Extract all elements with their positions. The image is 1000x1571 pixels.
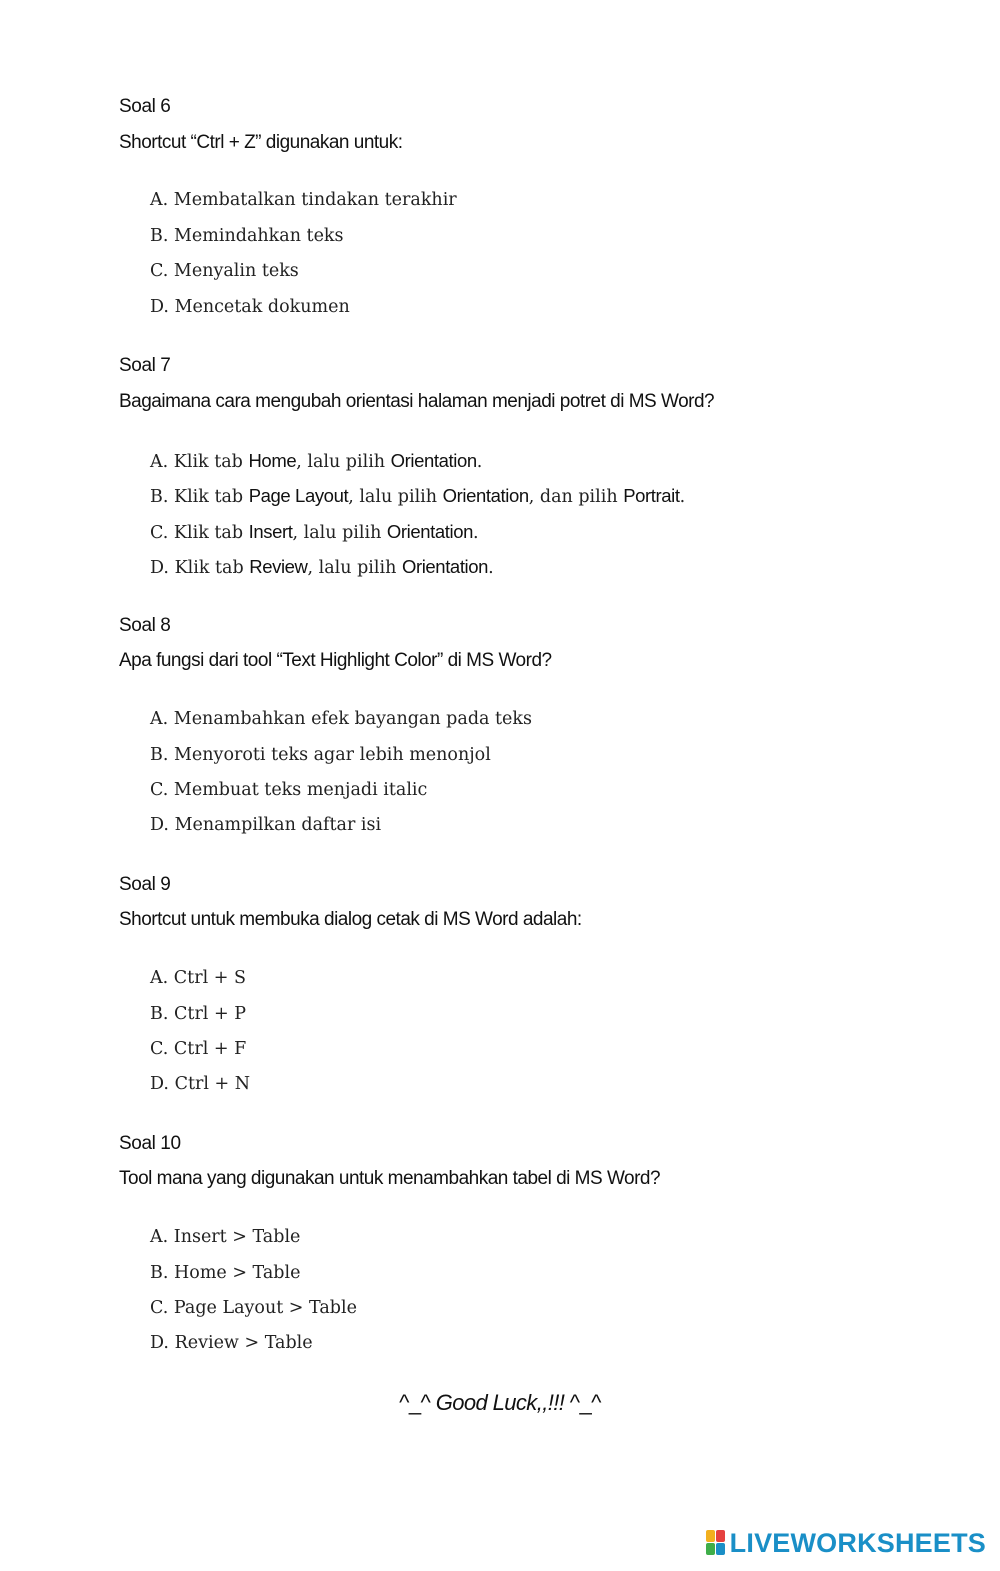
question-6-option-b[interactable]: B. Memindahkan teks [150, 226, 344, 246]
question-9-title: Soal 9 [119, 874, 171, 895]
question-10-title: Soal 10 [119, 1133, 181, 1154]
good-luck-footer: ^_^ Good Luck,,!!! ^_^ [399, 1390, 601, 1415]
question-10-option-a[interactable]: A. Insert > Table [150, 1227, 301, 1247]
question-8-option-b[interactable]: B. Menyoroti teks agar lebih menonjol [150, 745, 491, 765]
question-8-option-a[interactable]: A. Menambahkan efek bayangan pada teks [150, 709, 532, 729]
question-6-option-a[interactable]: A. Membatalkan tindakan terakhir [150, 190, 457, 210]
question-6-option-d[interactable]: D. Mencetak dokumen [150, 297, 350, 317]
question-8-option-d[interactable]: D. Menampilkan daftar isi [150, 815, 382, 835]
question-7-option-d[interactable]: D. Klik tab Review, lalu pilih Orientation. [150, 556, 494, 578]
question-8-text: Apa fungsi dari tool “Text Highlight Color” di MS Word? [119, 650, 552, 671]
question-8-option-c[interactable]: C. Membuat teks menjadi italic [150, 780, 428, 800]
liveworksheets-logo [706, 1528, 986, 1558]
question-7-option-b[interactable]: B. Klik tab Page Layout, lalu pilih Orientation, dan pilih Portrait. [150, 485, 686, 507]
question-10-option-c[interactable]: C. Page Layout > Table [150, 1298, 357, 1318]
liveworksheets-logo-icon [706, 1530, 726, 1556]
question-9-option-d[interactable]: D. Ctrl + N [150, 1074, 251, 1094]
question-7-option-a[interactable]: A. Klik tab Home, lalu pilih Orientation. [150, 450, 483, 472]
question-8-title: Soal 8 [119, 615, 171, 636]
question-9-option-b[interactable]: B. Ctrl + P [150, 1004, 246, 1024]
liveworksheets-logo-text: LIVEWORKSHEETS [729, 1527, 986, 1558]
question-7-text: Bagaimana cara mengubah orientasi halaman menjadi potret di MS Word? [119, 391, 715, 412]
question-9-text: Shortcut untuk membuka dialog cetak di MS Word adalah: [119, 909, 582, 930]
question-6-option-c[interactable]: C. Menyalin teks [150, 261, 299, 281]
question-6-title: Soal 6 [119, 96, 171, 117]
question-9-option-c[interactable]: C. Ctrl + F [150, 1039, 247, 1059]
question-9-option-a[interactable]: A. Ctrl + S [150, 968, 246, 988]
question-10-option-b[interactable]: B. Home > Table [150, 1263, 301, 1283]
question-10-text: Tool mana yang digunakan untuk menambahkan tabel di MS Word? [119, 1168, 661, 1189]
question-6-text: Shortcut “Ctrl + Z” digunakan untuk: [119, 132, 403, 153]
question-10-option-d[interactable]: D. Review > Table [150, 1333, 313, 1353]
question-7-title: Soal 7 [119, 355, 171, 376]
question-7-option-c[interactable]: C. Klik tab Insert, lalu pilih Orientation. [150, 521, 479, 543]
